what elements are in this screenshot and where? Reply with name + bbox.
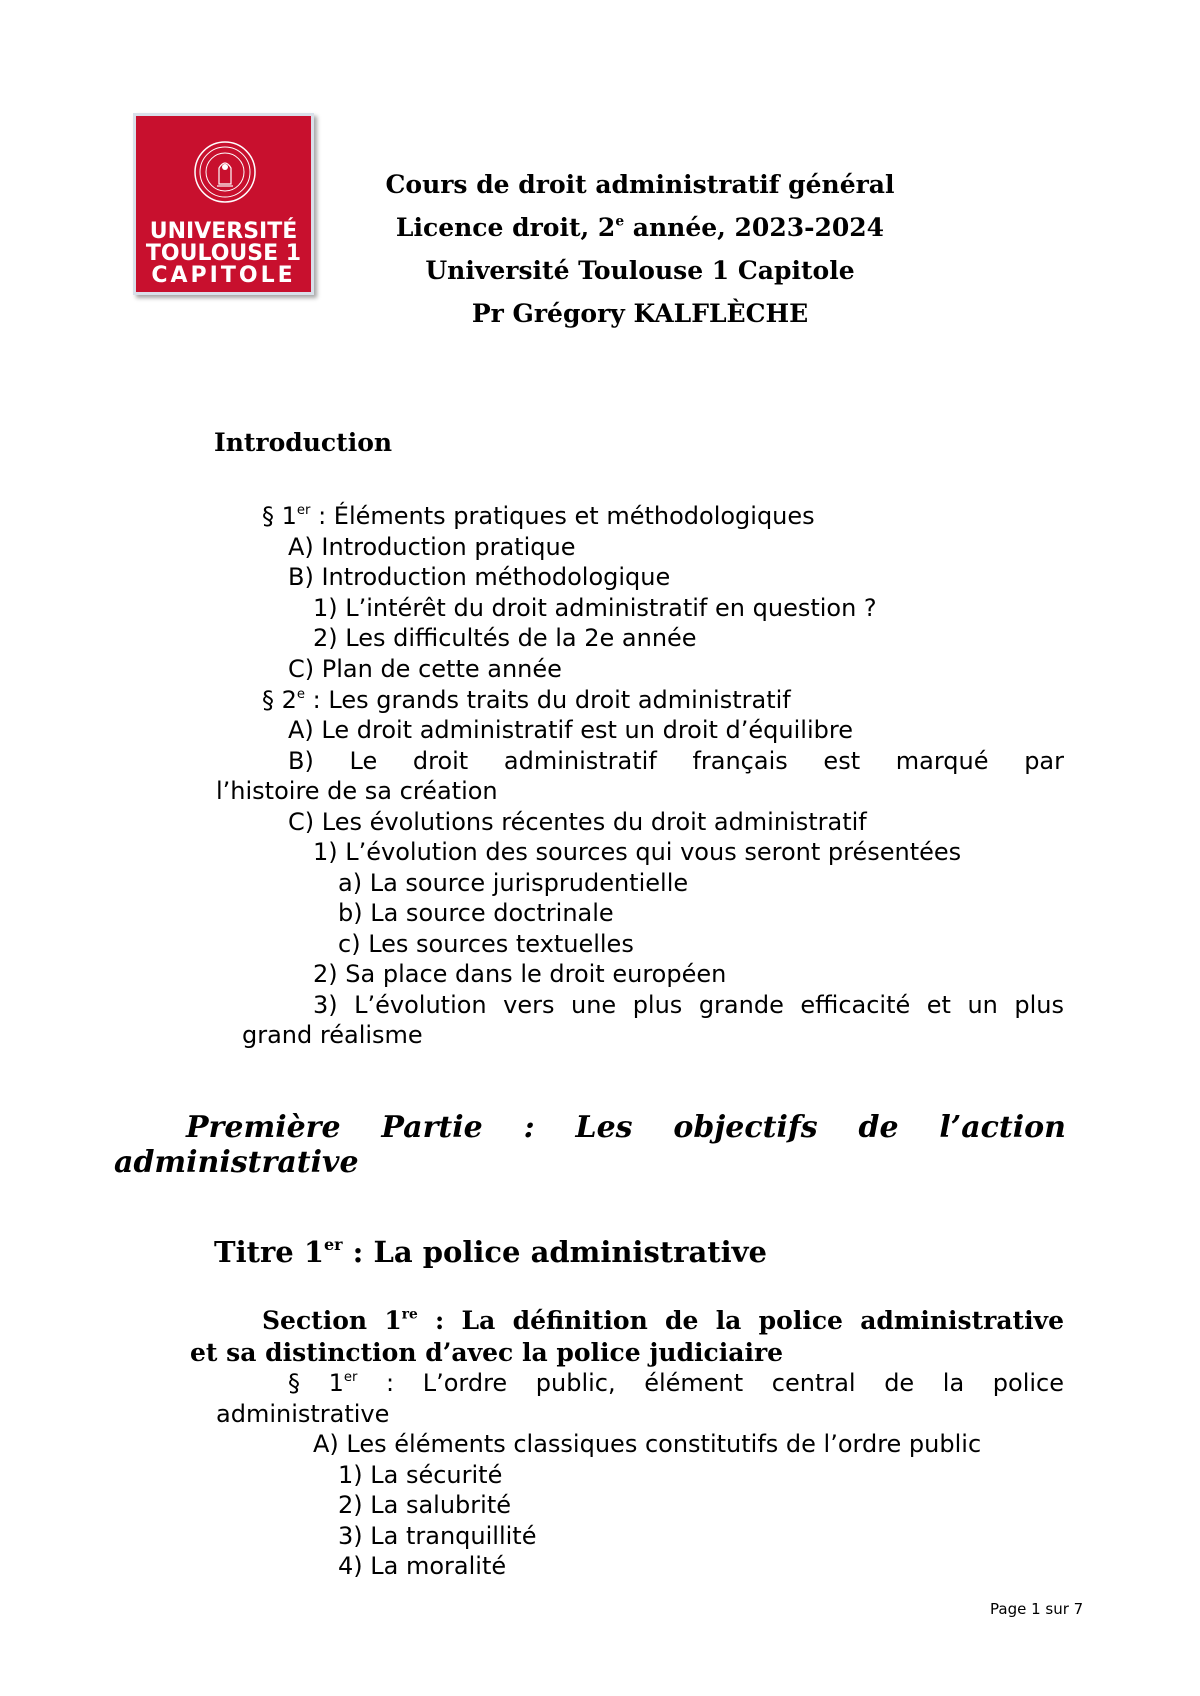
- section-title: : La définition de la police administrative: [417, 1306, 1064, 1335]
- university-name: Université Toulouse 1 Capitole: [425, 256, 855, 285]
- outline-item: 4) La moralité: [338, 1552, 507, 1580]
- outline-item: A) Les éléments classiques constitutifs de l’ordre public: [313, 1430, 982, 1458]
- university-seal-icon: [193, 140, 257, 204]
- outline-item: 1) L’évolution des sources qui vous seront présentées: [313, 838, 962, 866]
- part-heading-cont: administrative: [114, 1145, 359, 1180]
- outline-item: 1) La sécurité: [338, 1461, 503, 1489]
- par2-symbol: § 2: [262, 686, 297, 714]
- section-heading-cont: et sa distinction d’avec la police judiciaire: [190, 1338, 784, 1367]
- section-sup: re: [401, 1306, 418, 1323]
- course-level: [340, 213, 940, 242]
- outline-item: b) La source doctrinale: [338, 899, 614, 927]
- outline-item: 2) Les difficultés de la 2e année: [313, 624, 697, 652]
- par2-sup: e: [296, 687, 306, 703]
- outline-par1: [262, 502, 815, 530]
- logo-line-3: CAPITOLE: [151, 263, 296, 288]
- outline-item-cont: administrative: [216, 1400, 390, 1428]
- outline-item: 2) Sa place dans le droit européen: [313, 960, 727, 988]
- outline-item: A) Le droit administratif est un droit d’équilibre: [288, 716, 853, 744]
- title-text: : La police administrative: [342, 1235, 767, 1269]
- outline-par1-section: [288, 1369, 1064, 1397]
- outline-item-cont: grand réalisme: [242, 1021, 423, 1049]
- title-number: Titre 1: [214, 1235, 324, 1269]
- section-par1-sup: er: [343, 1370, 358, 1386]
- outline-item: a) La source jurisprudentielle: [338, 869, 689, 897]
- outline-item: c) Les sources textuelles: [338, 930, 634, 958]
- logo-line-1: UNIVERSITÉ: [149, 219, 298, 244]
- par1-sup: er: [296, 503, 311, 519]
- section-par1-symbol: § 1: [288, 1369, 344, 1397]
- outline-item: 1) L’intérêt du droit administratif en question ?: [313, 594, 877, 622]
- outline-item-cont: l’histoire de sa création: [216, 777, 498, 805]
- introduction-heading: Introduction: [214, 428, 393, 457]
- outline-item: A) Introduction pratique: [288, 533, 576, 561]
- section-par1-title: : L’ordre public, élément central de la police: [357, 1369, 1064, 1397]
- outline-item: 3) La tranquillité: [338, 1522, 537, 1550]
- outline-item: B) Introduction méthodologique: [288, 563, 671, 591]
- course-level-text: Licence droit, 2: [395, 213, 616, 242]
- section-number: Section 1: [262, 1306, 402, 1335]
- outline-par2: [262, 686, 791, 714]
- course-title: Cours de droit administratif général: [385, 170, 895, 199]
- par2-title: : Les grands traits du droit administratif: [305, 686, 791, 714]
- outline-item: C) Plan de cette année: [288, 655, 562, 683]
- par1-title: : Éléments pratiques et méthodologiques: [310, 502, 815, 530]
- university-logo: [133, 113, 314, 295]
- title-sup: er: [324, 1235, 343, 1255]
- outline-item: C) Les évolutions récentes du droit administratif: [288, 808, 867, 836]
- outline-item: B) Le droit administratif français est marqué par: [288, 747, 1064, 775]
- outline-item: 2) La salubrité: [338, 1491, 512, 1519]
- par1-symbol: § 1: [262, 502, 297, 530]
- outline-item: 3) L’évolution vers une plus grande efficacité et un plus: [313, 991, 1064, 1019]
- professor-name: Pr Grégory KALFLÈCHE: [471, 299, 809, 328]
- logo-line-2: TOULOUSE 1: [145, 241, 302, 266]
- title-heading: [214, 1235, 767, 1269]
- page-number: Page 1 sur 7: [990, 1600, 1084, 1618]
- course-level-year: année, 2023-2024: [624, 213, 885, 242]
- course-level-sup: e: [615, 213, 625, 230]
- section-heading: [262, 1306, 1064, 1335]
- part-heading: Première Partie : Les objectifs de l’action: [186, 1110, 1066, 1145]
